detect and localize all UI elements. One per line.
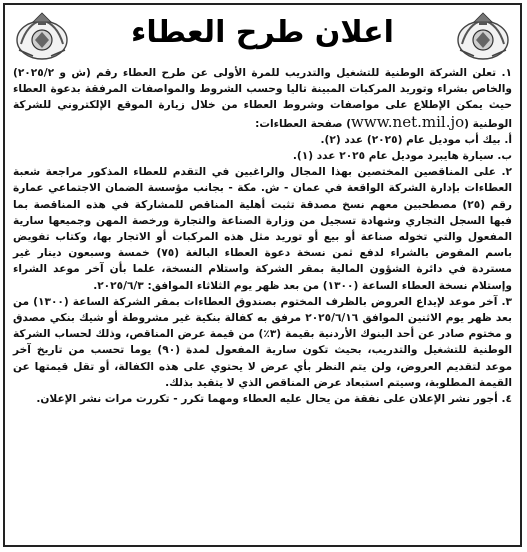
list-item-b: ب. سيارة هايبرد موديل عام ٢٠٢٥ عدد (١). <box>292 150 512 163</box>
list-item-a: أ. بيك أب موديل عام (٢٠٢٥) عدد (٢). <box>320 133 512 146</box>
advertisement-body <box>13 65 512 541</box>
paragraph-3: ٣. آخر موعد لإيداع العروض بالظرف المختوم بصندوق العطاءات بمقر الشركة الساعة (١٣٠٠) من بعد ظهر يوم الاثنين الموافق ٢٠٢٥/٦/١٦ مرفق به كفالة بنكية غير مشروطة أو شيك بنكي مصدق و مختوم صادر عن أحد البنوك الأردنية بقيمة (٣٪) من قيمة عرض المناقص، وذلك لحساب الشركة الوطنية للتشغيل والتدريب، بحيث تكون سارية المفعول لمدة (٩٠) يوما تحسب من تاريخ آخر موعد لتقديم العروض، ولن يتم النظر بأي عرض لا يحتوي على هذه الكفالة، أو تقل قيمتها عن القيمة المطلوبة، وسيتم استبعاد عرض المناقص الذي لا يتقيد بذلك. <box>13 295 513 389</box>
page-title: اعلان طرح العطاء <box>131 15 394 50</box>
paragraph-1-text: ١. تعلن الشركة الوطنية للتشغيل والتدريب للمرة الأولى عن طرح العطاء رقم (ش و ٢٠٢٥/٢) والخاص بشراء وتوريد المركبات المبينة تاليا وحسب الشروط والمواصفات المرفقة بدعوة العطاء حيث يمكن الإطلاع على مواصفات وشروط العطاء من خلال زيارة الموقع الإلكتروني للشركة الوطنية ( <box>13 67 512 130</box>
website-link[interactable]: www.net.mil.jo <box>351 112 465 131</box>
paragraph-1 <box>13 65 512 132</box>
paragraph-1-tail: ) صفحة العطاءات: <box>255 117 352 130</box>
paragraph-2: ٢. على المناقصين المختصين بهذا المجال والراغبين في التقدم للعطاء المذكور مراجعة شعبة العطاءات بإدارة الشركة الواقعة في عمان - ش. مكة - بجانب مؤسسة الضمان الاجتماعي عمارة رقم (٢٥) مصطحبين معهم نسخ مصدقة تثبت أهلية المناقص للمشاركة في هذه المناقصة بما فيها السجل التجاري وشهادة تسجيل من وزارة الصناعة والتجارة ورخصة المهن وجميعها سارية المفعول والتي تخوله صناعة أو بيع أو توريد مثل هذه المركبات أو الاتجار بها، وكتاب تفويض باسم المفوض بالشراء لدفع ثمن نسخة دعوة العطاء البالغة (٧٥) خمسة وسبعون دينار غير مستردة في دائرة الشؤون المالية بمقر الشركة واستلام النسخة، علما بأن آخر موعد الشراء وإستلام نسخة العطاء الساعة (١٣٠٠) من بعد ظهر يوم الثلاثاء الموافق: ٢٠٢٥/٦/٣. <box>13 166 513 292</box>
header <box>5 5 520 63</box>
army-emblem-icon <box>454 10 512 62</box>
paragraph-4: ٤. أجور نشر الإعلان على نفقة من يحال عليه العطاء ومهما تكرر - تكررت مرات نشر الإعلان. <box>36 393 512 406</box>
army-emblem-icon <box>13 10 71 62</box>
advertisement-frame <box>3 3 522 547</box>
